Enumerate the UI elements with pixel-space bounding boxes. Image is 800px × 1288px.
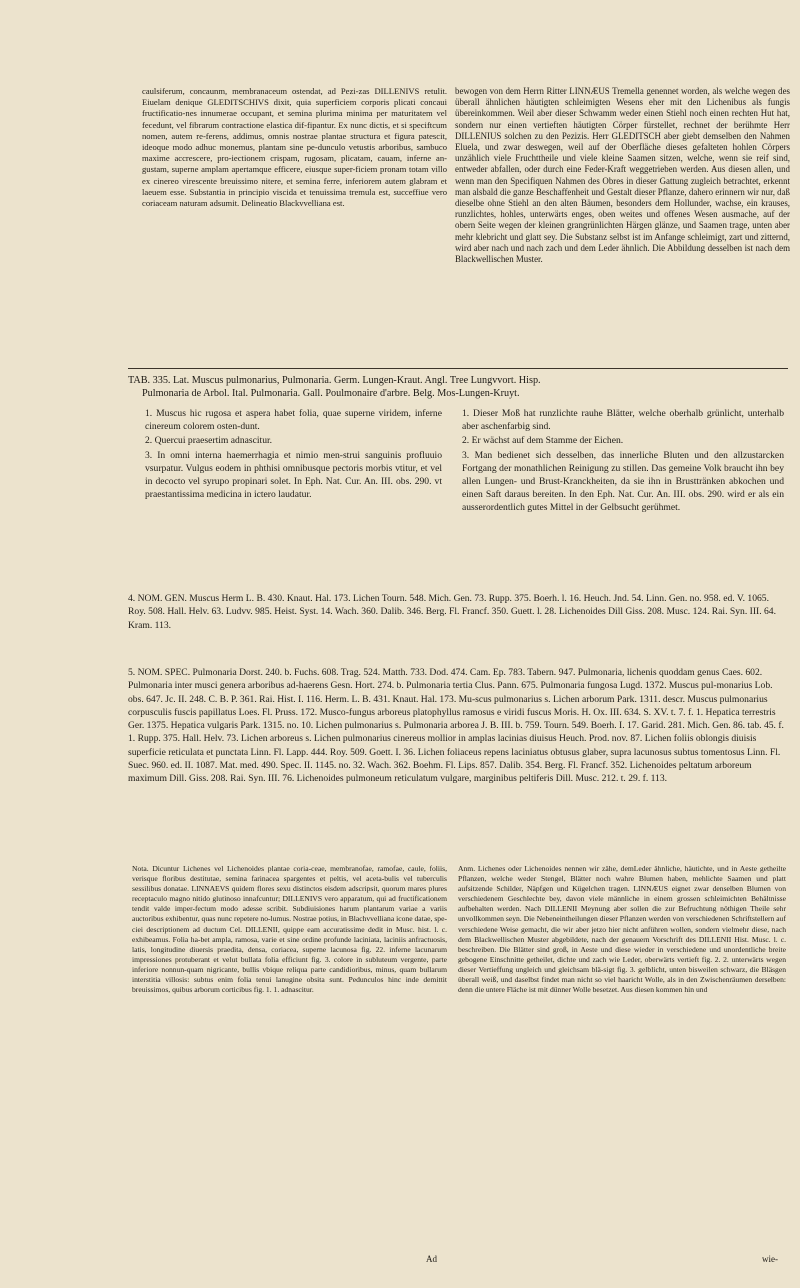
german-item-1: 1. Dieser Moß hat runzlichte rauhe Blätter, welche oberhalb grünlicht, unterhalb aber aschenfarbig sind.: [462, 408, 784, 433]
tab-heading: [128, 374, 790, 400]
latin-item-1: 1. Muscus hic rugosa et aspera habet folia, quae superne viridem, inferne cinereum colorem osten-dunt.: [145, 408, 442, 433]
catchword-left: Ad: [426, 1254, 437, 1264]
top-german-text: bewogen von dem Herrn Ritter LINNÆUS Tremella genennet worden, als welche wegen des überall ähnlichen häutigten schleimigten Wesens eher mit den Lichenibus als fungis übereinkommen. Weil aber dieser Schwamm weder einen Stiehl noch einen rechten Hut hat, sondern nur einen vertieften häutigten Cörper fürstellet, rechnet der berühmte Herr DILLENIUS solchen zu den Pezizis. Herr GLEDITSCH aber giebt demselben den Nahmen Eluela, und zwar deswegen, weil auf der Oberfläche dieses gefalteten hohlen Cörpers unzählich viele Fruchttheile und viele kleine Saamen sitzen, welche, wenn sie reif sind, entweder abfallen, oder durch eine Feder-Kraft weggetrieben werden. Aus diesen allen, und wenn man den Specifiquen Nahmen des Obres in dieser Gattung zugleich betrachtet, erkennt man alsbald die ganze Beschaffenheit und Gestalt dieser Pflanze, dahero erinnern wir nur, daß dieselbe ohne Stiehl an den alten Bäumen, besonders dem Hollunder, wachse, ein krauses, runzlichtes, hohles, unterwärts enges, oben weites und offenes Wesen ausmache, auf der obern Seite wegen der kleinen grangrünlichten Härgen glänze, und Saamen trage, unten aber mehr klebricht und glatt sey. Die Substanz selbst ist im Anfange schleimigt, zart und zitternd, wird aber nach und nach zach und dem Leder ähnlich. Die Abbildung desselben ist nach dem Blackwellischen Muster.: [455, 86, 790, 265]
german-item-2: 2. Er wächst auf dem Stamme der Eichen.: [462, 435, 624, 447]
nom-gen-section: 4. NOM. GEN. Muscus Herm L. B. 430. Knaut. Hal. 173. Lichen Tourn. 548. Mich. Gen. 73. Rupp. 375. Boerh. l. 16. Heuch. Jnd. 54. Linn. Gen. no. 958. ed. V. 1065. Roy. 508. Hall. Helv. 63. Ludvv. 985. Heist. Syst. 14. Wach. 360. Dalib. 346. Berg. Fl. Francf. 350. Guett. l. 28. Lichenoides Dill Giss. 208. Musc. 124. Rai. Syn. III. 64. Kram. 113.: [128, 593, 776, 631]
nota-latin: Nota. Dicuntur Lichenes vel Lichenoides plantae coria-ceae, membranofae, ramofae, caule, foliis, verisque floribus destitutae, semina farinacea spargentes et peltis, vel aceta-bulis vel tuberculis sessilibus donatae. LINNAEVS quidem flores sexu distinctos eisdem adscripsit, quorum mares plures receptaculo magno nitido glutinoso innafcuntur; DILLENIVS vero apparatum, qui ad fructificationem tendit valde imper-fectum modo adesse scribit. Subdiuisiones harum plantarum variae a variis auctoribus exhibentur, quas nunc repetere no-lumus. Nostrae potius, in Blachvvelliana icone datae, spe-ciei descriptionem ad ductum Cel. DILLENII, quippe eam accuratissime dedit in Musc. hist. l. c. exhibeamus. Folia ha-bet ampla, ramosa, varie et sine ordine profunde laciniata, laciniis anfractuosis, latis, longitudine diuersis praedita, densa, coriacea, superne lacunosa fig. 22. inferne lacunarum impressiones protuberant et velut bullata folia efficiunt fig. 3. colore in subluteum vergente, parte inferiore nonnun-quam nigricante, bullis vbique reliqua parte candidioribus, minus, quam bullarum interstitia villosis: subtus enim folia tenui lanugine obsita sunt. Pedunculos hinc inde demittit breuissimos, quibus arborum corticibus fig. 1. 1. adnascitur.: [132, 864, 447, 995]
nom-spec-section: 5. NOM. SPEC. Pulmonaria Dorst. 240. b. Fuchs. 608. Trag. 524. Matth. 733. Dod. 474. Cam. Ep. 783. Tabern. 947. Pulmonaria, lichenis quoddam genus Caes. 602. Pulmonaria inter musci genera arboribus ad-haerens Gesn. Hort. 274. b. Pulmonaria tertia Clus. Pann. 675. Pulmonaria fungosa Lugd. 1372. Muscus pul-monarius Lob. obs. 647. Jc. II. 248. C. B. P. 361. Rai. Hist. I. 116. Herm. L. B. 431. Knaut. Hal. 173. Mu-scus pulmonarius s. Lichen arborum Park. 1311. descr. Muscus pulmonarius corpusculis fuscis papillatus Loes. Fl. Pruss. 172. Musco-fungus arboreus platophyllus ramosus e viridi fuscus Moris. H. Ox. III. 634. S. XV. t. 7. f. 1. Hepatica terrestris Ger. 1375. Hepatica vulgaris Park. 1315. no. 10. Lichen pulmonarius s. Pulmonaria arborea J. B. III. b. 759. Tourn. 549. Boerh. I. 17. Garid. 281. Mich. Gen. 86. tab. 45. f. 1. Rupp. 375. Hall. Helv. 73. Lichen arboreus s. Lichen pulmonarius cinereus mollior in amplas lacinias diuisus Heuch. Prod. nov. 87. Lichen foliis oblongis diuisis superficie reticulata et punctata Linn. Fl. Lapp. 444. Roy. 509. Goett. I. 36. Lichen foliaceus repens laciniatus obtusus glaber, supra lacunosus subtus tomentosus Linn. Fl. Suec. 960. ed. II. 1087. Mat. med. 490. Spec. II. 1145. no. 32. Wach. 362. Boehm. Fl. Lips. 857. Dalib. 354. Berg. Fl. Francf. 352. Lichenoides peltatum arboreum maximum Dill. Giss. 208. Rai. Syn. III. 76. Lichenoides pulmoneum reticulatum vulgare, marginibus peltiferis Dill. Musc. 212. t. 29. f. 113.: [128, 667, 784, 785]
section-divider: [128, 368, 788, 369]
latin-item-2: 2. Quercui praesertim adnascitur.: [145, 435, 273, 447]
catchword-right: wie-: [762, 1254, 778, 1264]
top-latin-text: caulsiferum, concaunm, membranaceum ostendat, ad Pezi-zas DILLENIVS retulit. Eiuelam denique GLEDITSCHIVS dixit, quia superficiem corporis plicati concaui fructificatio-nes innumerae occupant, et semina plurima minima per maturitatem vel fecedunt, vel fibrarum contractione elastica dif-fipantur. Ex nunc dictis, et si speciftcum nomen, autem re-ferens, addimus, omnis nostrae plantae structura et figura patescit, ideoque modo adhuc monemus, plantam sine pe-dunculo vetustis arboribus, sambuco maxime accrescere, pro-iectionem crispam, rugosam, plicatam, cauam, inferne an-gustam, superne amplam apertamque efficere, eiusque super-ficiem pronam totam villo ex cinereo virescente breuissimo nitere, et semina ferre, inferiorem autem glabram et laeuem esse. Substantia in principio viscida et tenuissima tremula est, succeffiue vero coriaceam naturam adsumit. Delineatio Blackvvelliana est.: [142, 86, 447, 209]
tab-heading-line-1: TAB. 335. Lat. Muscus pulmonarius, Pulmonaria. Germ. Lungen-Kraut. Angl. Tree Lungvvort. Hisp.: [128, 375, 541, 386]
german-uses-column: [462, 407, 784, 516]
latin-uses-column: [145, 407, 442, 502]
tab-heading-line-2: Pulmonaria de Arbol. Ital. Pulmonaria. Gall. Poulmonaire d'arbre. Belg. Mos-Lungen-Kruyt.: [142, 388, 520, 399]
german-item-3: 3. Man bedienet sich desselben, das innerliche Bluten und den allzustarcken Fortgang der monathlichen Reinigung zu stillen. Das gemeine Volk braucht ihn bey allen Lungen- und Brust-Kranckheiten, da sie ihn in Brusttränken abkochen und einen Saft daraus bereiten. In den Eph. Nat. Cur. An. III. obs. 290. wird er als ein ausserordentlich gutes Mittel in der Gelbsucht gerühmet.: [462, 449, 784, 514]
nota-german: Anm. Lichenes oder Lichenoides nennen wir zähe, demLeder ähnliche, häutichte, und in Aeste getheilte Pflanzen, welche weder Stengel, Blätter noch wahre Blumen haben, mehlichte Saamen und platt aufsitzende Schilder, Näpfgen und Kügelchen tragen. LINNÆUS eignet zwar denselben Blumen von verschiedenem Geschlechte bey, davon viele männliche in einem grossen schleimichten Behältnisse aufbehalten werden. Nach DILLENII Meynung aber sollen die zur Befruchtung nöthigen Theile sehr unvollkommen seyn. Die Nebeneintheilungen dieser Pflanzen werden von verschiedenen Schriftstellern auf verschiedene Weise gemacht, die wir aber jetzo hier nicht anführen wollen, sondern vielmehr diese, nach dem Blackwellischen Muster abgebildete, nach der genauern Vorschrift des DILLENII Hist. Musc. l. c. beschreiben. Die Blätter sind groß, in Aeste und diese wieder in verschiedene und unordentliche breite gebogene Einschnitte getheilet, dichte und zach wie Leder, oberwärts vertieft fig. 2. 2. unterwärts wegen dieser Vertieffung ungleich und gleichsam blä-sigt fig. 3. gelblicht, unten bisweilen schwarz, die Bläsgen überall weiß, und daselbst findet man nicht so viel haaricht Wolle, als in den Zwischenräumen derselben: denn die untere Fläche ist mit dünner Wolle besetzet. Aus diesen kommen hin und: [458, 864, 786, 995]
latin-item-3: 3. In omni interna haemerrhagia et nimio men-strui sanguinis profluuio vsurpatur. Vulgus eodem in phthisi omnibusque pectoris morbis vtitur, et vel in decocto vel syrupo propinari solet. In Eph. Nat. Cur. An. III. obs. 290. vt praestantissima medicina in ictero laudatur.: [145, 449, 442, 501]
